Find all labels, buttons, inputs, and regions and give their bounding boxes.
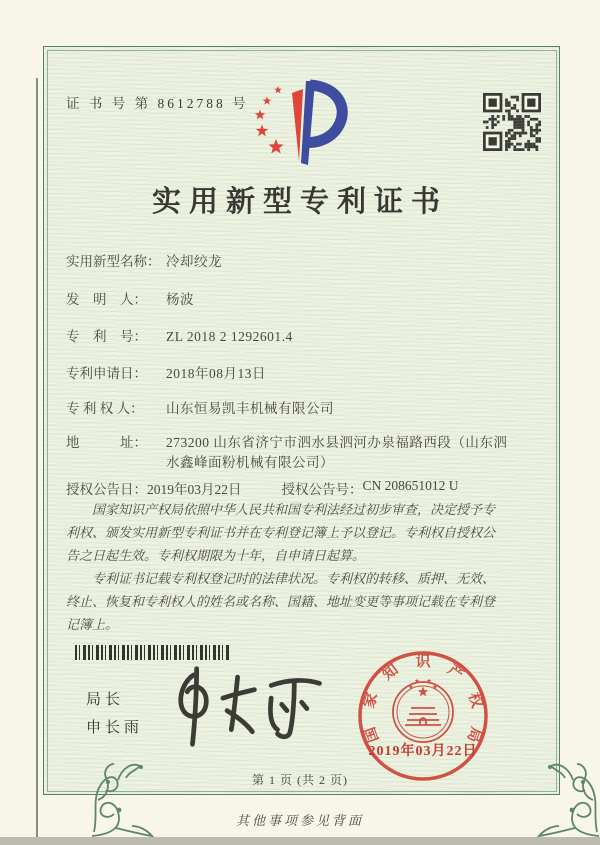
grant-date-label: 授权公告日： bbox=[66, 482, 147, 497]
svg-text:家: 家 bbox=[361, 691, 382, 710]
field-label: 地 址： bbox=[66, 435, 147, 450]
field-address bbox=[66, 433, 510, 473]
legal-paragraph-1: 国家知识产权局依照中华人民共和国专利法经过初步审查，决定授予专利权、颁发实用新型专利证书并在专利登记簿上予以登记。专利权自授权公告之日起生效。专利权期限为十年，自申请日起算。 bbox=[66, 502, 496, 563]
svg-text:权: 权 bbox=[464, 691, 485, 710]
director-name: 申长雨 bbox=[86, 720, 144, 736]
field-utility-model-name bbox=[66, 252, 510, 272]
svg-text:知: 知 bbox=[379, 661, 402, 684]
svg-text:国: 国 bbox=[362, 724, 383, 745]
director-block bbox=[86, 686, 143, 742]
field-filing-date bbox=[66, 364, 510, 384]
grant-date: 2019年03月22日 bbox=[147, 482, 242, 497]
field-label: 专 利 号： bbox=[66, 329, 147, 344]
svg-text:产: 产 bbox=[444, 661, 467, 684]
cnipa-logo-icon bbox=[240, 64, 360, 178]
director-title: 局长 bbox=[86, 692, 125, 708]
certificate-number: 证 书 号 第 8612788 号 bbox=[66, 96, 249, 111]
field-patentee bbox=[66, 399, 510, 419]
field-inventor bbox=[66, 290, 510, 310]
legal-paragraph-2: 专利证书记载专利权登记时的法律状况。专利权的转移、质押、无效、终止、恢复和专利权人的姓名或名称、国籍、地址变更等事项记载在专利登记簿上。 bbox=[66, 571, 496, 632]
field-patent-number bbox=[66, 327, 510, 347]
barcode-icon bbox=[75, 645, 231, 660]
grant-line bbox=[66, 478, 526, 498]
field-value: 冷却绞龙 bbox=[166, 254, 222, 269]
field-value: 杨波 bbox=[166, 292, 194, 307]
grant-no-label: 授权公告号： bbox=[281, 482, 363, 497]
legal-text bbox=[66, 498, 504, 636]
page-number: 第 1 页 (共 2 页) bbox=[252, 773, 348, 787]
field-label: 发 明 人： bbox=[66, 292, 147, 307]
qr-code-icon bbox=[483, 93, 541, 151]
footer-note: 其他事项参见背面 bbox=[235, 813, 364, 828]
field-value: 山东恒易凯丰机械有限公司 bbox=[166, 401, 334, 416]
director-signature bbox=[162, 662, 330, 752]
svg-text:识: 识 bbox=[415, 654, 431, 670]
field-value: 273200 山东省济宁市泗水县泗河办泉福路西段（山东泗水鑫峰面粉机械有限公司） bbox=[166, 435, 508, 470]
field-value: ZL 2018 2 1292601.4 bbox=[166, 329, 293, 344]
svg-text:局: 局 bbox=[463, 724, 484, 745]
official-seal-icon bbox=[353, 646, 493, 786]
field-value: 2018年08月13日 bbox=[166, 366, 266, 381]
field-label: 专利申请日： bbox=[66, 366, 147, 381]
seal-date: 2019年03月22日 bbox=[368, 744, 478, 759]
certificate-title: 实用新型专利证书 bbox=[151, 186, 448, 218]
field-label: 实用新型名称： bbox=[66, 254, 161, 269]
field-label: 专 利 权 人： bbox=[66, 401, 144, 416]
grant-no: CN 208651012 U bbox=[362, 478, 459, 493]
